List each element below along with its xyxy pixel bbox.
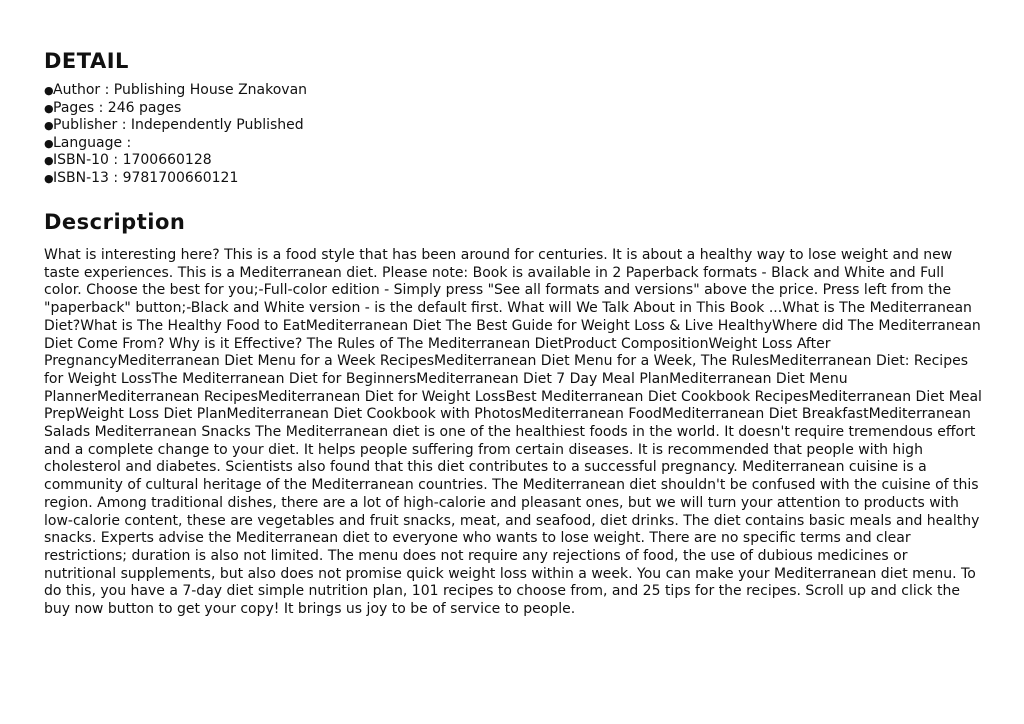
- bullet-icon: ●: [44, 136, 54, 150]
- bullet-icon: ●: [44, 119, 54, 132]
- detail-heading: DETAIL: [44, 49, 129, 73]
- bullet-icon: ●: [44, 171, 54, 185]
- detail-item-pages: [44, 100, 984, 118]
- detail-item-text: Author : Publishing House Znakovan: [53, 82, 308, 98]
- description-heading: Description: [44, 210, 186, 234]
- bullet-icon: ●: [44, 154, 54, 167]
- description-text: What is interesting here? This is a food style that has been around for centuries. It is about a healthy way to lose weight and new taste experiences. This is a Mediterranean diet. Please note: Book is available in 2 Paperback formats - Black and White and Full color. Choose the best for you;-Full-color edition - Simply press "See all formats and versions" above the price. Press left from the "paperback" button;-Black and White version - is the default first. What will We Talk About in This Book ...What is The Mediterranean Diet?What is The Healthy Food to EatMediterranean Diet The Best Guide for Weight Loss & Live HealthyWhere did The Mediterranean Diet Come From? Why is it Effective? The Rules of The Mediterranean DietProduct CompositionWeight Loss After PregnancyMediterranean Diet Menu for a Week RecipesMediterranean Diet Menu for a Week, The RulesMediterranean Diet: Recipes for Weight LossThe Mediterranean Diet for BeginnersMediterranean Diet 7 Day Meal PlanMediterranean Diet Menu PlannerMediterranean RecipesMediterranean Diet for Weight LossBest Mediterranean Diet Cookbook RecipesMediterranean Diet Meal PrepWeight Loss Diet PlanMediterranean Diet Cookbook with PhotosMediterranean FoodMediterranean Diet BreakfastMediterranean Salads Mediterranean Snacks The Mediterranean diet is one of the healthiest foods in the world. It doesn't require tremendous effort and a complete change to your diet. It helps people suffering from certain diseases. It is recommended that people with high cholesterol and diabetes. Scientists also found that this diet contributes to a successful pregnancy. Mediterranean cuisine is a community of cultural heritage of the Mediterranean countries. The Mediterranean diet shouldn't be confused with the cuisine of this region. Among traditional dishes, there are a lot of high-calorie and pleasant ones, but we will turn your attention to products with low-calorie content, these are vegetables and fruit snacks, meat, and seafood, diet drinks. The diet contains basic meals and healthy snacks. Experts advise the Mediterranean diet to everyone who wants to lose weight. There are no specific terms and clear restrictions; duration is also not limited. The menu does not require any rejections of food, the use of dubious medicines or nutritional supplements, but also does not promise quick weight loss within a week. You can make your Mediterranean diet menu. To do this, you have a 7-day diet simple nutrition plan, 101 recipes to choose from, and 25 tips for the recipes. Scroll up and click the buy now button to get your copy! It brings us joy to be of service to people.: [44, 247, 982, 618]
- detail-list: [44, 82, 984, 187]
- detail-item-language: [44, 135, 984, 153]
- detail-item-text: ISBN-13 : 9781700660121: [53, 169, 239, 186]
- detail-item-text: Language :: [53, 134, 132, 151]
- detail-item-isbn13: [44, 170, 984, 188]
- detail-item-publisher: [44, 117, 984, 135]
- detail-item-author: [44, 82, 984, 100]
- detail-item-text: Publisher : Independently Published: [53, 117, 304, 133]
- detail-item-isbn10: [44, 152, 984, 170]
- detail-item-text: ISBN-10 : 1700660128: [53, 152, 212, 168]
- detail-item-text: Pages : 246 pages: [53, 99, 182, 116]
- bullet-icon: ●: [44, 84, 54, 97]
- bullet-icon: ●: [44, 101, 54, 115]
